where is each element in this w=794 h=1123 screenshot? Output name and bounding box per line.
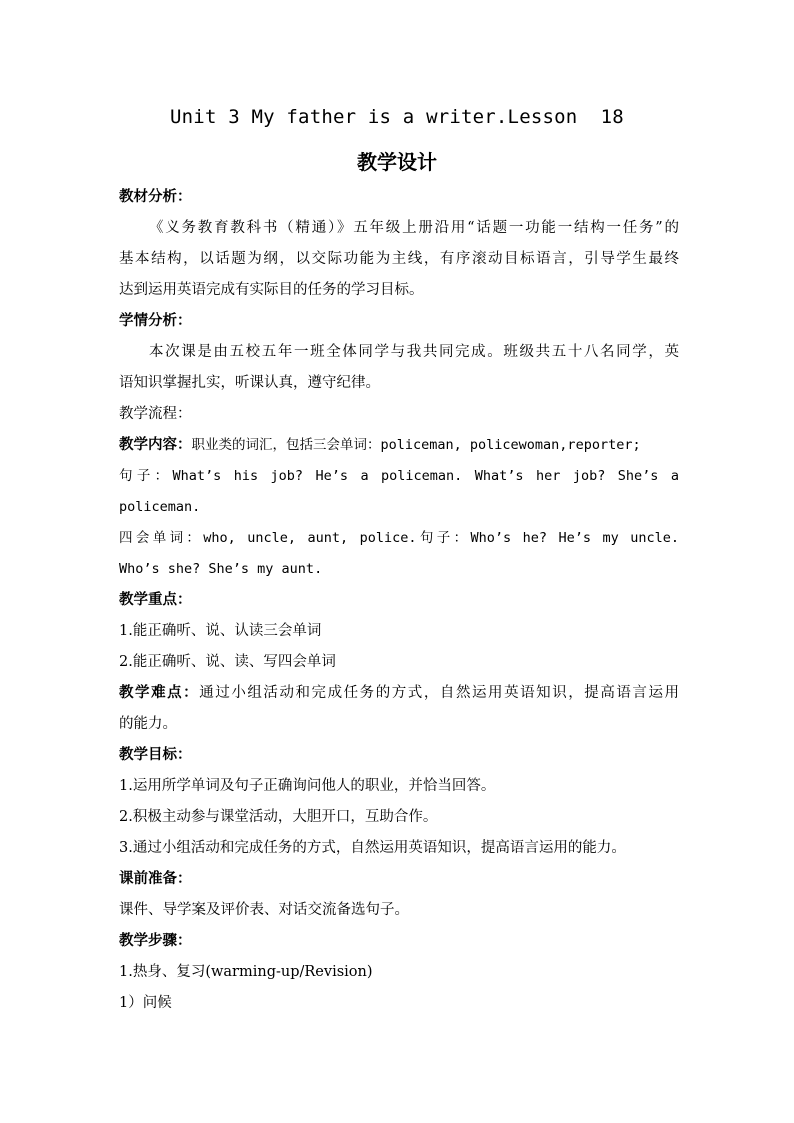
teaching-content-line: 四会单词：who, uncle, aunt, police.句子：Who’s he? He’s my uncle. bbox=[119, 530, 679, 546]
paragraph-line: 达到运用英语完成有实际目的任务的学习目标。 bbox=[119, 282, 424, 298]
list-item: 3.通过小组活动和完成任务的方式，自然运用英语知识，提高语言运用的能力。 bbox=[119, 840, 626, 856]
list-item: 1.运用所学单词及句子正确询问他人的职业，并恰当回答。 bbox=[119, 778, 496, 794]
teaching-content-line bbox=[119, 430, 679, 461]
paragraph-line: 《义务教育教科书（精通）》五年级上册沿用“话题一功能一结构一任务”的 bbox=[149, 220, 679, 236]
section-heading-objectives: 教学目标： bbox=[119, 747, 192, 763]
difficulties-text: 通过小组活动和完成任务的方式，自然运用英语知识，提高语言运用 bbox=[199, 685, 680, 701]
list-item: 1.能正确听、说、认读三会单词 bbox=[119, 623, 322, 639]
document-body bbox=[119, 182, 679, 1019]
preparation-text: 课件、导学案及评价表、对话交流备选句子。 bbox=[119, 902, 409, 918]
section-heading-teaching-content: 教学内容： bbox=[119, 437, 192, 453]
teaching-content-line: Who’s she? She’s my aunt. bbox=[119, 561, 323, 577]
difficulties-line: 的能力。 bbox=[119, 716, 177, 732]
document-title: Unit 3 My father is a writer.Lesson 18 bbox=[170, 106, 624, 128]
paragraph-line: 本次课是由五校五年一班全体同学与我共同完成。班级共五十八名同学，英 bbox=[149, 344, 679, 360]
paragraph-line: 基本结构，以话题为纲，以交际功能为主线，有序滚动目标语言，引导学生最终 bbox=[119, 251, 679, 267]
section-heading-teaching-process: 教学流程： bbox=[119, 406, 192, 422]
section-heading-textbook-analysis: 教材分析： bbox=[119, 189, 192, 205]
section-heading-student-analysis: 学情分析： bbox=[119, 313, 192, 329]
difficulties-line bbox=[119, 678, 679, 709]
teaching-content-line: 句子：What’s his job? He’s a policeman. What’s her job? She’s a bbox=[119, 468, 679, 484]
document-subtitle: 教学设计 bbox=[357, 150, 437, 174]
list-item: 2.能正确听、说、读、写四会单词 bbox=[119, 654, 336, 670]
paragraph-line: 语知识掌握扎实，听课认真，遵守纪律。 bbox=[119, 375, 380, 391]
teaching-content-line: policeman. bbox=[119, 499, 201, 515]
section-heading-preparation: 课前准备： bbox=[119, 871, 192, 887]
section-heading-difficulties: 教学难点： bbox=[119, 685, 200, 701]
teaching-content-text: 职业类的词汇，包括三会单词：policeman, policewoman,reporter; bbox=[191, 437, 641, 453]
list-item: 2.积极主动参与课堂活动，大胆开口，互助合作。 bbox=[119, 809, 438, 825]
list-item: 1）问候 bbox=[119, 995, 172, 1011]
section-heading-key-points: 教学重点： bbox=[119, 592, 192, 608]
list-item: 1.热身、复习(warming-up/Revision) bbox=[119, 964, 373, 980]
section-heading-steps: 教学步骤： bbox=[119, 933, 192, 949]
